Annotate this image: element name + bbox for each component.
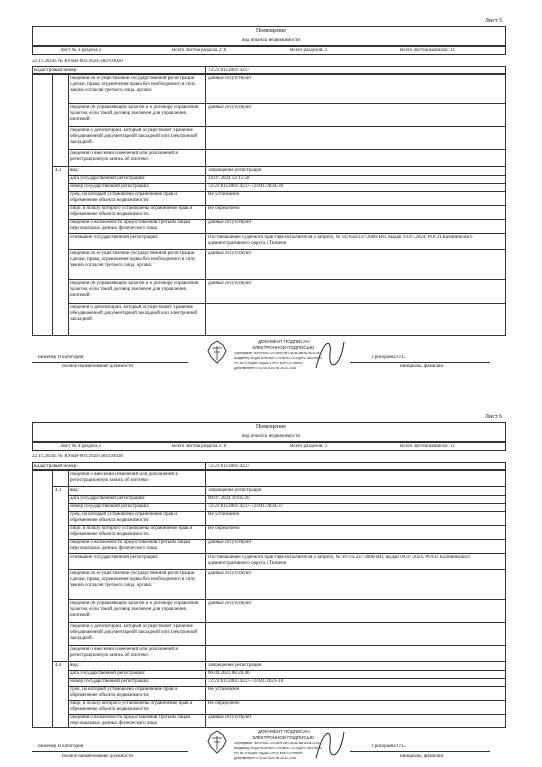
signer-position-caption: полное наименование должности bbox=[62, 364, 134, 369]
entry-number: 4.2 bbox=[55, 168, 62, 173]
handwritten-signature bbox=[310, 334, 350, 374]
sheet-number: Лист № 3 раздела 2 bbox=[60, 48, 102, 53]
cadastral-value: 72:23:0112001:4237 bbox=[208, 464, 250, 469]
signer-name-caption: инициалы, фамилия bbox=[400, 754, 443, 759]
field-value: данные отсутствуют bbox=[208, 715, 252, 720]
field-value: 72:23:0112001:4237-72/041/2024-39 bbox=[208, 184, 284, 189]
record-number: 22.11.2024г. № КУВИ-001/2024-284193028 bbox=[32, 454, 123, 459]
field-label: сведения об осуществлении государственной регистрации сделки, права, ограничения права без необходимого в силу закона согласия третьего лица, органа: bbox=[70, 571, 196, 588]
field-label: сведения о депозитарии, который осуществляет хранение обездвиженной документарной закладной или электронной закладной: bbox=[70, 305, 198, 322]
cadastral-label: Кадастровый номер: bbox=[34, 68, 78, 73]
field-label: срок, на который установлено ограничение прав и обременение объекта недвижимости: bbox=[70, 512, 177, 523]
signer-position: инженер II категории bbox=[38, 744, 84, 749]
object-title: Помещение bbox=[255, 28, 287, 34]
field-label: сведения об управляющем залогом и о договоре управления залогом, если такой договор заключен для управления ипотекой: bbox=[70, 601, 199, 618]
field-label: дата государственной регистрации: bbox=[70, 176, 146, 181]
field-value: Не определено bbox=[208, 526, 240, 531]
electronic-signature-stamp: ДОКУМЕНТ ПОДПИСАН ЭЛЕКТРОННОЙ ПОДПИСЬЮ Сертификат: 00F0F6DC72C0B9F25FC6D5C88FB23E2C0E Владелец: ФЕДЕРАЛЬНАЯ СЛУЖБА ГОСУДАРСТВЕННОЙ РЕГИСТРАЦИИ, КАДАСТРА И КАРТОГРАФИИ Действителен: с 02.08.2024 по 26.10.2025 bbox=[200, 724, 350, 764]
field-value: Запрещение регистрации bbox=[208, 663, 262, 668]
field-label: номер государственной регистрации: bbox=[70, 504, 150, 509]
field-value: Запрещение регистрации bbox=[208, 168, 262, 173]
total-sheets-section: Всего листов раздела 2: 8 bbox=[172, 444, 227, 449]
field-label: основание государственной регистрации: bbox=[70, 235, 159, 240]
field-value: Не установлен bbox=[208, 687, 240, 692]
signer-name: Григорьева О.С. bbox=[372, 744, 407, 749]
coat-of-arms-icon bbox=[202, 728, 232, 758]
field-label: сведения об осуществлении государственной регистрации сделки, права, ограничения права без необходимого в силу закона согласия третьего лица, органа: bbox=[70, 251, 196, 268]
field-label: основание государственной регистрации: bbox=[70, 555, 159, 560]
cadastral-row bbox=[32, 66, 506, 74]
field-label: номер государственной регистрации: bbox=[70, 679, 150, 684]
field-value: данные отсутствуют bbox=[208, 281, 252, 286]
cadastral-row bbox=[32, 462, 506, 470]
field-label: срок, на который установлено ограничение прав и обременение объекта недвижимости: bbox=[70, 687, 177, 698]
entry-number: 4.4 bbox=[55, 663, 62, 668]
total-sheets-section: Всего листов раздела 2: 8 bbox=[172, 48, 227, 53]
field-label: сведения об управляющем залогом и о договоре управления залогом, если такой договор заключен для управления ипотекой: bbox=[70, 281, 199, 298]
field-value: 72:23:0112001:4237-72/041/2023-18 bbox=[208, 679, 284, 684]
field-label: лицо, в пользу которого установлены ограничение прав и обременение объекта недвижимости: bbox=[70, 526, 193, 537]
total-sheets-extract: Всего листов выписки: 11 bbox=[400, 48, 455, 53]
cadastral-label: Кадастровый номер: bbox=[34, 464, 78, 469]
field-value: данные отсутствуют bbox=[208, 105, 252, 110]
field-label: срок, на который установлено ограничение прав и обременение объекта недвижимости: bbox=[70, 192, 177, 203]
field-label: сведения о возможности предоставления третьим лицам персональных данных физического лица bbox=[70, 715, 191, 726]
field-label: сведения о внесении изменений или дополнений в регистрационную запись об ипотеке: bbox=[70, 472, 178, 483]
total-sheets-extract: Всего листов выписки: 11 bbox=[400, 444, 455, 449]
field-value: 24.07.2024 12:15:58 bbox=[208, 176, 250, 181]
field-value: данные отсутствуют bbox=[208, 571, 252, 576]
field-label: вид: bbox=[70, 488, 79, 493]
cadastral-value: 72:23:0112001:4237 bbox=[208, 68, 250, 73]
object-subtitle: вид объекта недвижимости bbox=[241, 434, 301, 439]
field-value: данные отсутствуют bbox=[208, 220, 252, 225]
field-label: сведения о возможности предоставления третьим лицам персональных данных физического лица bbox=[70, 220, 191, 231]
field-label: сведения о депозитарии, который осуществляет хранение обездвиженной документарной закладной или электронной закладной: bbox=[70, 624, 198, 641]
signer-name: Григорьева О.С. bbox=[372, 355, 407, 360]
field-label: сведения о возможности предоставления третьим лицам персональных данных физического лица bbox=[70, 540, 191, 551]
field-value: данные отсутствуют bbox=[208, 540, 252, 545]
field-label: лицо, в пользу которого установлены ограничение прав и обременение объекта недвижимости: bbox=[70, 701, 193, 712]
field-label: сведения о внесении изменений или дополнений в регистрационную запись об ипотеке: bbox=[70, 151, 178, 162]
object-subtitle: вид объекта недвижимости bbox=[241, 38, 301, 43]
coat-of-arms-icon bbox=[202, 338, 232, 368]
field-label: сведения о внесении изменений или дополнений в регистрационную запись об ипотеке: bbox=[70, 647, 178, 658]
field-label: лицо, в пользу которого установлены ограничение прав и обременение объекта недвижимости: bbox=[70, 206, 193, 217]
field-label: дата государственной регистрации: bbox=[70, 496, 146, 501]
field-label: вид: bbox=[70, 168, 79, 173]
page-sheet-6 bbox=[0, 392, 542, 767]
field-label: дата государственной регистрации: bbox=[70, 671, 146, 676]
sheet-number: Лист № 4 раздела 2 bbox=[60, 444, 102, 449]
field-value: Не установлен bbox=[208, 192, 240, 197]
field-value: Не определено bbox=[208, 206, 240, 211]
signer-position: инженер II категории bbox=[38, 355, 84, 360]
field-value: 09.07.2024 16:05:26 bbox=[208, 496, 250, 501]
field-label: сведения о депозитарии, который осуществляет хранение обездвиженной документарной закладной или электронной закладной: bbox=[70, 128, 198, 145]
field-value: Постановление судебного пристава-исполнителя о запрете, № 147858/23/72006-ИП, выдан 19.07.2024, РОСП Калининского административного округа г.Тюмени bbox=[208, 235, 473, 246]
field-label: сведения об осуществлении государственной регистрации сделки, права, ограничения права без необходимого в силу закона согласия третьего лица, органа: bbox=[70, 76, 196, 93]
signer-position-caption: полное наименование должности bbox=[62, 754, 134, 759]
signer-name-caption: инициалы, фамилия bbox=[400, 364, 443, 369]
sheet-label: Лист 6 bbox=[484, 414, 502, 420]
field-value: данные отсутствуют bbox=[208, 251, 252, 256]
field-label: номер государственной регистрации: bbox=[70, 184, 150, 189]
total-sections: Всего разделов: 3 bbox=[290, 48, 328, 53]
field-value: данные отсутствуют bbox=[208, 76, 252, 81]
electronic-signature-stamp: ДОКУМЕНТ ПОДПИСАН ЭЛЕКТРОННОЙ ПОДПИСЬЮ Сертификат: 00F0F6DC72C0B9F25FC6D5C88FB23E2C0E Владелец: ФЕДЕРАЛЬНАЯ СЛУЖБА ГОСУДАРСТВЕННОЙ РЕГИСТРАЦИИ, КАДАСТРА И КАРТОГРАФИИ Действителен: с 02.08.2024 по 26.10.2025 bbox=[200, 334, 350, 374]
field-value: Не установлен bbox=[208, 512, 240, 517]
field-value: 06.04.2023 08:26:46 bbox=[208, 671, 250, 676]
sheet-label: Лист 5 bbox=[484, 18, 502, 24]
field-value: Не определено bbox=[208, 701, 240, 706]
field-label: вид: bbox=[70, 663, 79, 668]
handwritten-signature bbox=[310, 724, 350, 764]
record-number: 22.11.2024г. № КУВИ-001/2024-284193028 bbox=[32, 59, 123, 64]
field-value: Постановление судебного пристава-исполнителя о запрете, № 39725/23/72006-ИП, выдан 09.07.2024, РОСП Калининского административного округа г.Тюмени bbox=[208, 555, 470, 566]
object-title: Помещение bbox=[255, 424, 287, 430]
field-label: сведения об управляющем залогом и о договоре управления залогом, если такой договор заключен для управления ипотекой: bbox=[70, 105, 199, 122]
field-value: Запрещение регистрации bbox=[208, 488, 262, 493]
entry-number: 4.3 bbox=[55, 488, 62, 493]
total-sections: Всего разделов: 3 bbox=[290, 444, 328, 449]
field-value: данные отсутствуют bbox=[208, 601, 252, 606]
field-value: 72:23:0112001:4237-72/041/2024-37 bbox=[208, 504, 284, 509]
